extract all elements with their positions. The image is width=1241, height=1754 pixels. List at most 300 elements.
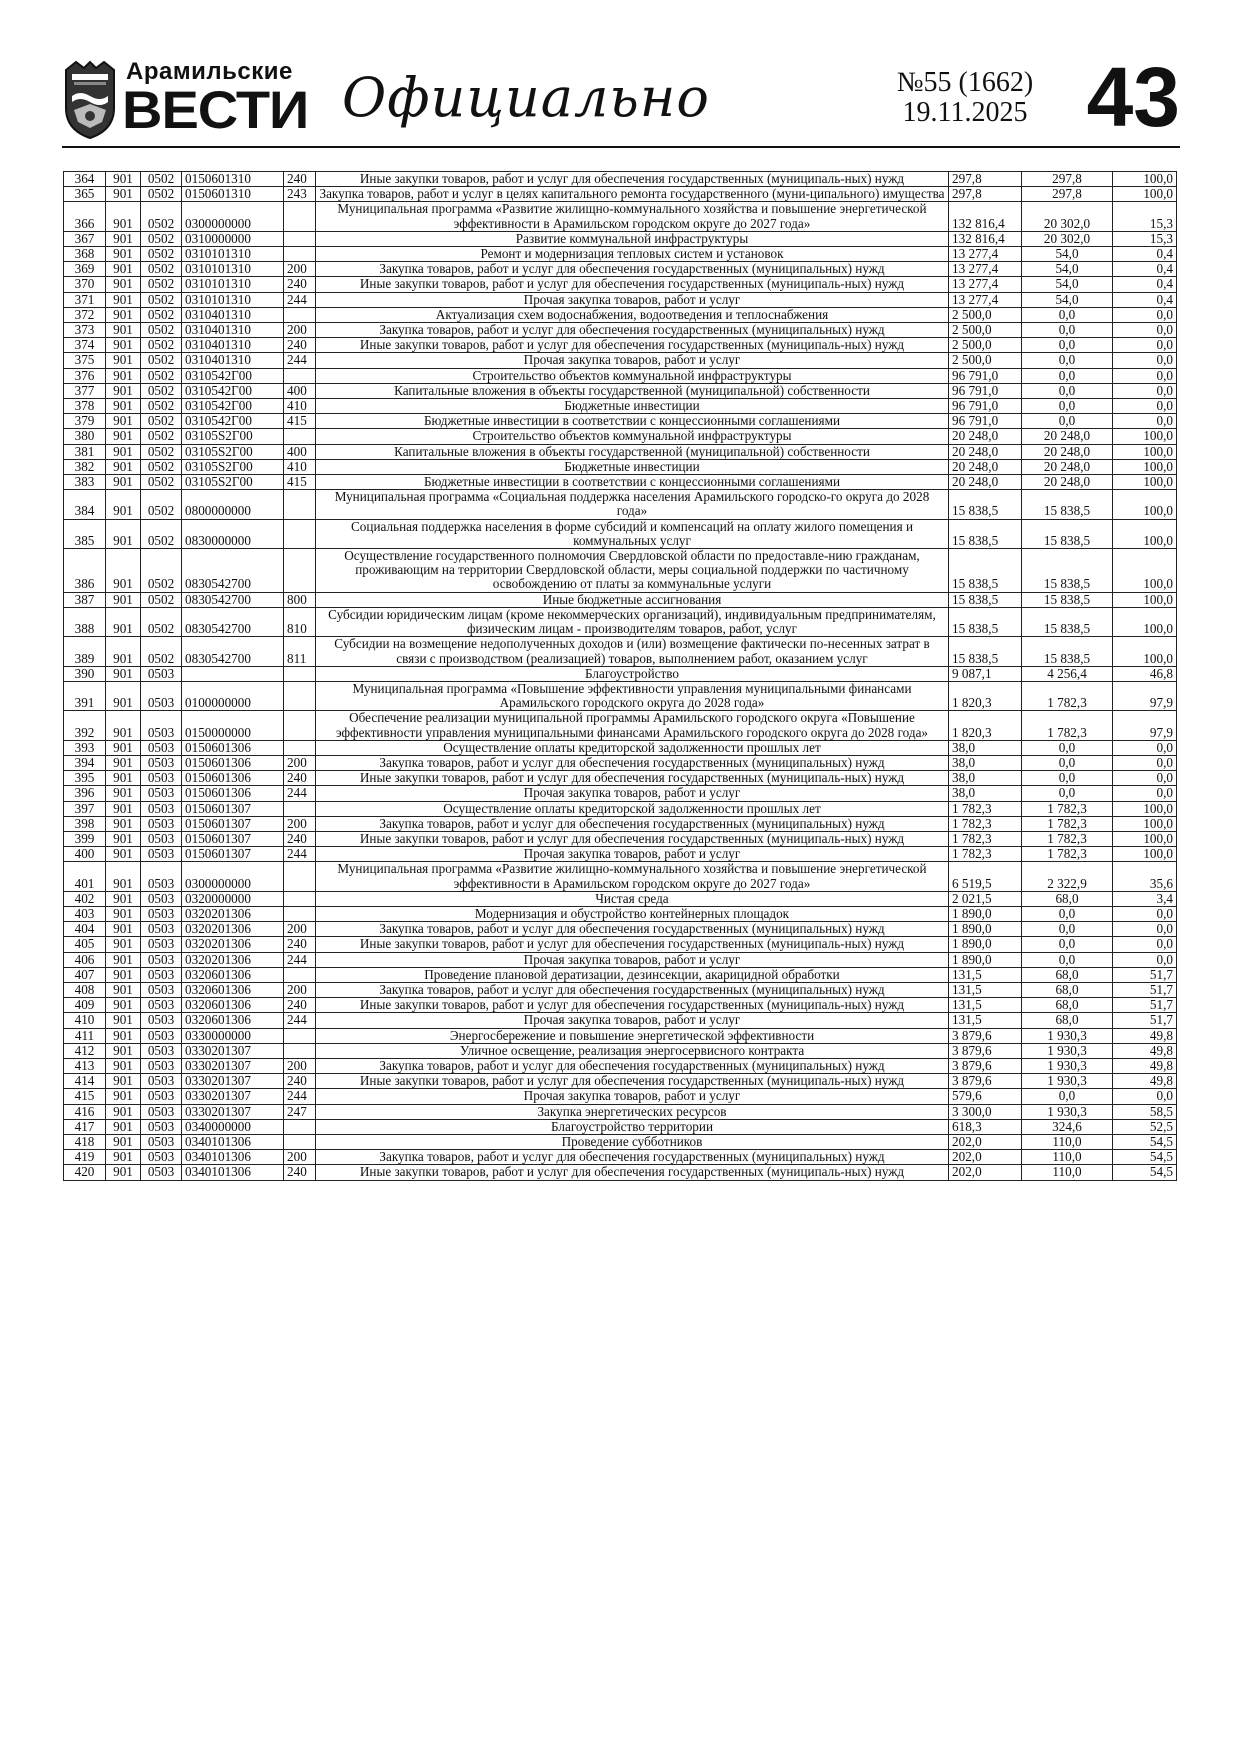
planned-amount-cell: 1 782,3 xyxy=(949,847,1022,862)
admin-code-cell: 901 xyxy=(106,801,141,816)
item-name-cell: Прочая закупка товаров, работ и услуг xyxy=(316,353,949,368)
planned-amount-cell: 15 838,5 xyxy=(949,607,1022,636)
table-row xyxy=(64,1119,1177,1134)
section-code-cell: 0503 xyxy=(141,1119,182,1134)
item-name-cell: Обеспечение реализации муниципальной программы Арамильского городского округа «Повышение эффективности управления муниципальными финансами Арамильского городского округа до 2028 года» xyxy=(316,711,949,740)
planned-amount-cell: 13 277,4 xyxy=(949,262,1022,277)
expense-type-code-cell: 244 xyxy=(284,292,316,307)
section-code-cell: 0503 xyxy=(141,740,182,755)
expense-type-code-cell: 200 xyxy=(284,1150,316,1165)
execution-percent-cell: 0,0 xyxy=(1113,307,1177,322)
execution-percent-cell: 100,0 xyxy=(1113,475,1177,490)
admin-code-cell: 901 xyxy=(106,1089,141,1104)
admin-code-cell: 901 xyxy=(106,666,141,681)
admin-code-cell: 901 xyxy=(106,1119,141,1134)
table-row xyxy=(64,816,1177,831)
target-article-code-cell: 0310101310 xyxy=(182,262,284,277)
target-article-code-cell: 0310401310 xyxy=(182,323,284,338)
admin-code-cell: 901 xyxy=(106,353,141,368)
section-code-cell: 0503 xyxy=(141,982,182,997)
planned-amount-cell: 202,0 xyxy=(949,1165,1022,1180)
row-number-cell: 394 xyxy=(64,755,106,770)
planned-amount-cell: 3 879,6 xyxy=(949,1074,1022,1089)
section-code-cell: 0503 xyxy=(141,801,182,816)
admin-code-cell: 901 xyxy=(106,862,141,891)
execution-percent-cell: 100,0 xyxy=(1113,847,1177,862)
execution-percent-cell: 0,0 xyxy=(1113,383,1177,398)
planned-amount-cell: 579,6 xyxy=(949,1089,1022,1104)
section-code-cell: 0502 xyxy=(141,414,182,429)
expense-type-code-cell xyxy=(284,1119,316,1134)
target-article-code-cell xyxy=(182,666,284,681)
section-code-cell: 0503 xyxy=(141,952,182,967)
section-code-cell: 0503 xyxy=(141,786,182,801)
expense-type-code-cell: 244 xyxy=(284,1013,316,1028)
table-row xyxy=(64,1028,1177,1043)
item-name-cell: Прочая закупка товаров, работ и услуг xyxy=(316,847,949,862)
actual-amount-cell: 0,0 xyxy=(1022,786,1113,801)
table-row xyxy=(64,998,1177,1013)
item-name-cell: Иные закупки товаров, работ и услуг для обеспечения государственных (муниципаль-ных) нужд xyxy=(316,831,949,846)
item-name-cell: Иные закупки товаров, работ и услуг для обеспечения государственных (муниципаль-ных) нужд xyxy=(316,1074,949,1089)
row-number-cell: 397 xyxy=(64,801,106,816)
item-name-cell: Иные закупки товаров, работ и услуг для обеспечения государственных (муниципаль-ных) нужд xyxy=(316,1165,949,1180)
table-row xyxy=(64,1074,1177,1089)
table-row xyxy=(64,755,1177,770)
table-row xyxy=(64,637,1177,666)
expense-type-code-cell: 244 xyxy=(284,847,316,862)
actual-amount-cell: 15 838,5 xyxy=(1022,490,1113,519)
admin-code-cell: 901 xyxy=(106,490,141,519)
expense-type-code-cell: 240 xyxy=(284,771,316,786)
page-number: 43 xyxy=(1086,50,1180,144)
admin-code-cell: 901 xyxy=(106,1150,141,1165)
planned-amount-cell: 2 500,0 xyxy=(949,307,1022,322)
actual-amount-cell: 0,0 xyxy=(1022,399,1113,414)
execution-percent-cell: 51,7 xyxy=(1113,1013,1177,1028)
expense-type-code-cell xyxy=(284,231,316,246)
table-row xyxy=(64,172,1177,187)
table-row xyxy=(64,982,1177,997)
admin-code-cell: 901 xyxy=(106,202,141,231)
table-row xyxy=(64,847,1177,862)
row-number-cell: 365 xyxy=(64,187,106,202)
target-article-code-cell: 0320601306 xyxy=(182,998,284,1013)
expense-type-code-cell xyxy=(284,711,316,740)
target-article-code-cell: 0320201306 xyxy=(182,952,284,967)
actual-amount-cell: 0,0 xyxy=(1022,338,1113,353)
row-number-cell: 419 xyxy=(64,1150,106,1165)
table-row xyxy=(64,307,1177,322)
item-name-cell: Прочая закупка товаров, работ и услуг xyxy=(316,1013,949,1028)
planned-amount-cell: 3 879,6 xyxy=(949,1058,1022,1073)
expense-type-code-cell xyxy=(284,906,316,921)
section-code-cell: 0503 xyxy=(141,816,182,831)
admin-code-cell: 901 xyxy=(106,429,141,444)
table-row xyxy=(64,1043,1177,1058)
table-row xyxy=(64,1135,1177,1150)
row-number-cell: 401 xyxy=(64,862,106,891)
expense-type-code-cell: 240 xyxy=(284,172,316,187)
execution-percent-cell: 100,0 xyxy=(1113,549,1177,593)
expense-type-code-cell xyxy=(284,862,316,891)
item-name-cell: Иные закупки товаров, работ и услуг для обеспечения государственных (муниципаль-ных) нужд xyxy=(316,172,949,187)
actual-amount-cell: 0,0 xyxy=(1022,307,1113,322)
item-name-cell: Строительство объектов коммунальной инфраструктуры xyxy=(316,368,949,383)
admin-code-cell: 901 xyxy=(106,475,141,490)
row-number-cell: 364 xyxy=(64,172,106,187)
target-article-code-cell: 0310101310 xyxy=(182,247,284,262)
actual-amount-cell: 20 248,0 xyxy=(1022,444,1113,459)
section-code-cell: 0503 xyxy=(141,1043,182,1058)
target-article-code-cell: 0320601306 xyxy=(182,967,284,982)
actual-amount-cell: 0,0 xyxy=(1022,353,1113,368)
admin-code-cell: 901 xyxy=(106,922,141,937)
planned-amount-cell: 15 838,5 xyxy=(949,549,1022,593)
expense-type-code-cell xyxy=(284,891,316,906)
execution-percent-cell: 0,0 xyxy=(1113,353,1177,368)
planned-amount-cell: 1 782,3 xyxy=(949,801,1022,816)
table-row xyxy=(64,592,1177,607)
execution-percent-cell: 0,4 xyxy=(1113,262,1177,277)
actual-amount-cell: 297,8 xyxy=(1022,172,1113,187)
target-article-code-cell: 0330201307 xyxy=(182,1074,284,1089)
section-code-cell: 0503 xyxy=(141,1104,182,1119)
item-name-cell: Муниципальная программа «Социальная поддержка населения Арамильского городско-го округа до 2028 года» xyxy=(316,490,949,519)
section-code-cell: 0503 xyxy=(141,1013,182,1028)
item-name-cell: Проведение плановой дератизации, дезинсекции, акарицидной обработки xyxy=(316,967,949,982)
row-number-cell: 395 xyxy=(64,771,106,786)
planned-amount-cell: 131,5 xyxy=(949,967,1022,982)
planned-amount-cell: 132 816,4 xyxy=(949,202,1022,231)
table-row xyxy=(64,740,1177,755)
section-code-cell: 0502 xyxy=(141,607,182,636)
admin-code-cell: 901 xyxy=(106,982,141,997)
row-number-cell: 402 xyxy=(64,891,106,906)
actual-amount-cell: 54,0 xyxy=(1022,292,1113,307)
table-row xyxy=(64,1013,1177,1028)
admin-code-cell: 901 xyxy=(106,592,141,607)
section-code-cell: 0502 xyxy=(141,172,182,187)
section-code-cell: 0503 xyxy=(141,1028,182,1043)
target-article-code-cell: 0330201307 xyxy=(182,1104,284,1119)
table-row xyxy=(64,967,1177,982)
admin-code-cell: 901 xyxy=(106,1043,141,1058)
target-article-code-cell: 0310101310 xyxy=(182,277,284,292)
target-article-code-cell: 0310401310 xyxy=(182,307,284,322)
section-code-cell: 0503 xyxy=(141,1150,182,1165)
execution-percent-cell: 46,8 xyxy=(1113,666,1177,681)
execution-percent-cell: 100,0 xyxy=(1113,172,1177,187)
table-row xyxy=(64,338,1177,353)
actual-amount-cell: 0,0 xyxy=(1022,1089,1113,1104)
row-number-cell: 379 xyxy=(64,414,106,429)
planned-amount-cell: 20 248,0 xyxy=(949,429,1022,444)
table-row xyxy=(64,906,1177,921)
row-number-cell: 412 xyxy=(64,1043,106,1058)
section-code-cell: 0502 xyxy=(141,444,182,459)
expense-type-code-cell: 800 xyxy=(284,592,316,607)
target-article-code-cell: 0330201307 xyxy=(182,1058,284,1073)
expense-type-code-cell xyxy=(284,549,316,593)
execution-percent-cell: 0,0 xyxy=(1113,922,1177,937)
planned-amount-cell: 15 838,5 xyxy=(949,519,1022,548)
execution-percent-cell: 49,8 xyxy=(1113,1058,1177,1073)
table-row xyxy=(64,231,1177,246)
row-number-cell: 374 xyxy=(64,338,106,353)
execution-percent-cell: 49,8 xyxy=(1113,1043,1177,1058)
item-name-cell: Энергосбережение и повышение энергетической эффективности xyxy=(316,1028,949,1043)
actual-amount-cell: 1 782,3 xyxy=(1022,711,1113,740)
execution-percent-cell: 51,7 xyxy=(1113,998,1177,1013)
planned-amount-cell: 38,0 xyxy=(949,755,1022,770)
item-name-cell: Муниципальная программа «Развитие жилищно-коммунального хозяйства и повышение энергетической эффективности в Арамильском городском округе до 2027 года» xyxy=(316,862,949,891)
admin-code-cell: 901 xyxy=(106,1135,141,1150)
admin-code-cell: 901 xyxy=(106,831,141,846)
actual-amount-cell: 68,0 xyxy=(1022,891,1113,906)
actual-amount-cell: 0,0 xyxy=(1022,906,1113,921)
row-number-cell: 366 xyxy=(64,202,106,231)
item-name-cell: Благоустройство территории xyxy=(316,1119,949,1134)
planned-amount-cell: 9 087,1 xyxy=(949,666,1022,681)
item-name-cell: Бюджетные инвестиции xyxy=(316,459,949,474)
target-article-code-cell: 03105S2Г00 xyxy=(182,429,284,444)
item-name-cell: Субсидии на возмещение недополученных доходов и (или) возмещение фактически по-несенных затрат в связи с производством (реализацией) товаров, выполнением работ, оказанием услуг xyxy=(316,637,949,666)
item-name-cell: Уличное освещение, реализация энергосервисного контракта xyxy=(316,1043,949,1058)
section-code-cell: 0502 xyxy=(141,459,182,474)
section-code-cell: 0503 xyxy=(141,711,182,740)
planned-amount-cell: 131,5 xyxy=(949,982,1022,997)
admin-code-cell: 901 xyxy=(106,607,141,636)
planned-amount-cell: 1 890,0 xyxy=(949,952,1022,967)
section-code-cell: 0502 xyxy=(141,637,182,666)
section-code-cell: 0503 xyxy=(141,771,182,786)
planned-amount-cell: 1 782,3 xyxy=(949,831,1022,846)
target-article-code-cell: 0330000000 xyxy=(182,1028,284,1043)
expense-type-code-cell: 247 xyxy=(284,1104,316,1119)
table-row xyxy=(64,399,1177,414)
planned-amount-cell: 1 890,0 xyxy=(949,937,1022,952)
table-row xyxy=(64,801,1177,816)
section-code-cell: 0503 xyxy=(141,891,182,906)
admin-code-cell: 901 xyxy=(106,1165,141,1180)
target-article-code-cell: 0150601307 xyxy=(182,831,284,846)
row-number-cell: 417 xyxy=(64,1119,106,1134)
item-name-cell: Закупка товаров, работ и услуг в целях капитального ремонта государственного (муни-ципального) имущества xyxy=(316,187,949,202)
planned-amount-cell: 3 300,0 xyxy=(949,1104,1022,1119)
actual-amount-cell: 297,8 xyxy=(1022,187,1113,202)
item-name-cell: Закупка товаров, работ и услуг для обеспечения государственных (муниципальных) нужд xyxy=(316,982,949,997)
row-number-cell: 370 xyxy=(64,277,106,292)
row-number-cell: 404 xyxy=(64,922,106,937)
expense-type-code-cell: 415 xyxy=(284,414,316,429)
section-code-cell: 0502 xyxy=(141,202,182,231)
table-row xyxy=(64,519,1177,548)
section-code-cell: 0502 xyxy=(141,277,182,292)
header-rule xyxy=(62,146,1180,148)
execution-percent-cell: 58,5 xyxy=(1113,1104,1177,1119)
execution-percent-cell: 0,0 xyxy=(1113,414,1177,429)
table-row xyxy=(64,1150,1177,1165)
actual-amount-cell: 0,0 xyxy=(1022,383,1113,398)
item-name-cell: Ремонт и модернизация тепловых систем и установок xyxy=(316,247,949,262)
section-code-cell: 0502 xyxy=(141,368,182,383)
row-number-cell: 376 xyxy=(64,368,106,383)
actual-amount-cell: 15 838,5 xyxy=(1022,607,1113,636)
execution-percent-cell: 0,0 xyxy=(1113,1089,1177,1104)
row-number-cell: 420 xyxy=(64,1165,106,1180)
table-row xyxy=(64,383,1177,398)
section-code-cell: 0502 xyxy=(141,592,182,607)
execution-percent-cell: 54,5 xyxy=(1113,1135,1177,1150)
execution-percent-cell: 15,3 xyxy=(1113,231,1177,246)
row-number-cell: 389 xyxy=(64,637,106,666)
target-article-code-cell: 0310101310 xyxy=(182,292,284,307)
target-article-code-cell: 0310542Г00 xyxy=(182,414,284,429)
planned-amount-cell: 20 248,0 xyxy=(949,475,1022,490)
expense-type-code-cell xyxy=(284,307,316,322)
planned-amount-cell: 15 838,5 xyxy=(949,592,1022,607)
admin-code-cell: 901 xyxy=(106,1013,141,1028)
execution-percent-cell: 100,0 xyxy=(1113,637,1177,666)
execution-percent-cell: 97,9 xyxy=(1113,711,1177,740)
table-row xyxy=(64,323,1177,338)
execution-percent-cell: 100,0 xyxy=(1113,490,1177,519)
execution-percent-cell: 0,0 xyxy=(1113,771,1177,786)
expense-type-code-cell: 810 xyxy=(284,607,316,636)
item-name-cell: Бюджетные инвестиции в соответствии с концессионными соглашениями xyxy=(316,414,949,429)
expense-type-code-cell xyxy=(284,1043,316,1058)
target-article-code-cell: 0310542Г00 xyxy=(182,383,284,398)
expense-type-code-cell xyxy=(284,247,316,262)
target-article-code-cell: 0310401310 xyxy=(182,353,284,368)
target-article-code-cell: 0310542Г00 xyxy=(182,399,284,414)
execution-percent-cell: 51,7 xyxy=(1113,982,1177,997)
expense-type-code-cell: 410 xyxy=(284,399,316,414)
target-article-code-cell: 0300000000 xyxy=(182,862,284,891)
row-number-cell: 410 xyxy=(64,1013,106,1028)
admin-code-cell: 901 xyxy=(106,368,141,383)
expense-type-code-cell: 240 xyxy=(284,1074,316,1089)
admin-code-cell: 901 xyxy=(106,681,141,710)
planned-amount-cell: 15 838,5 xyxy=(949,490,1022,519)
table-row xyxy=(64,368,1177,383)
actual-amount-cell: 110,0 xyxy=(1022,1165,1113,1180)
actual-amount-cell: 4 256,4 xyxy=(1022,666,1113,681)
table-row xyxy=(64,922,1177,937)
planned-amount-cell: 20 248,0 xyxy=(949,459,1022,474)
target-article-code-cell: 0330201307 xyxy=(182,1043,284,1058)
expense-type-code-cell: 200 xyxy=(284,1058,316,1073)
planned-amount-cell: 2 500,0 xyxy=(949,338,1022,353)
row-number-cell: 408 xyxy=(64,982,106,997)
table-row xyxy=(64,202,1177,231)
admin-code-cell: 901 xyxy=(106,383,141,398)
item-name-cell: Субсидии юридическим лицам (кроме некоммерческих организаций), индивидуальным предпринимателям, физическим лицам - производителям товаров, работ, услуг xyxy=(316,607,949,636)
actual-amount-cell: 0,0 xyxy=(1022,937,1113,952)
table-row xyxy=(64,666,1177,681)
planned-amount-cell: 96 791,0 xyxy=(949,383,1022,398)
target-article-code-cell: 0150601306 xyxy=(182,786,284,801)
expense-type-code-cell: 415 xyxy=(284,475,316,490)
section-code-cell: 0503 xyxy=(141,1165,182,1180)
row-number-cell: 392 xyxy=(64,711,106,740)
admin-code-cell: 901 xyxy=(106,847,141,862)
admin-code-cell: 901 xyxy=(106,323,141,338)
target-article-code-cell: 0320601306 xyxy=(182,1013,284,1028)
planned-amount-cell: 2 021,5 xyxy=(949,891,1022,906)
item-name-cell: Бюджетные инвестиции xyxy=(316,399,949,414)
expense-type-code-cell xyxy=(284,967,316,982)
table-row xyxy=(64,414,1177,429)
row-number-cell: 413 xyxy=(64,1058,106,1073)
section-code-cell: 0502 xyxy=(141,429,182,444)
table-row xyxy=(64,444,1177,459)
item-name-cell: Социальная поддержка населения в форме субсидий и компенсаций на оплату жилого помещения и коммунальных услуг xyxy=(316,519,949,548)
execution-percent-cell: 100,0 xyxy=(1113,592,1177,607)
expense-type-code-cell xyxy=(284,519,316,548)
planned-amount-cell: 1 782,3 xyxy=(949,816,1022,831)
section-code-cell: 0502 xyxy=(141,262,182,277)
target-article-code-cell: 0150601307 xyxy=(182,847,284,862)
table-row xyxy=(64,187,1177,202)
planned-amount-cell: 13 277,4 xyxy=(949,292,1022,307)
planned-amount-cell: 1 820,3 xyxy=(949,681,1022,710)
target-article-code-cell: 0320201306 xyxy=(182,906,284,921)
item-name-cell: Актуализация схем водоснабжения, водоотведения и теплоснабжения xyxy=(316,307,949,322)
table-row xyxy=(64,607,1177,636)
admin-code-cell: 901 xyxy=(106,967,141,982)
actual-amount-cell: 20 248,0 xyxy=(1022,429,1113,444)
row-number-cell: 380 xyxy=(64,429,106,444)
item-name-cell: Иные закупки товаров, работ и услуг для обеспечения государственных (муниципаль-ных) нужд xyxy=(316,277,949,292)
row-number-cell: 400 xyxy=(64,847,106,862)
admin-code-cell: 901 xyxy=(106,307,141,322)
expense-type-code-cell: 200 xyxy=(284,982,316,997)
target-article-code-cell: 0340101306 xyxy=(182,1165,284,1180)
admin-code-cell: 901 xyxy=(106,399,141,414)
table-row xyxy=(64,1165,1177,1180)
expense-type-code-cell xyxy=(284,202,316,231)
row-number-cell: 369 xyxy=(64,262,106,277)
table-row xyxy=(64,831,1177,846)
actual-amount-cell: 54,0 xyxy=(1022,247,1113,262)
item-name-cell: Строительство объектов коммунальной инфраструктуры xyxy=(316,429,949,444)
table-row xyxy=(64,459,1177,474)
execution-percent-cell: 0,0 xyxy=(1113,323,1177,338)
table-row xyxy=(64,1058,1177,1073)
expense-type-code-cell: 200 xyxy=(284,816,316,831)
expense-type-code-cell xyxy=(284,1135,316,1150)
admin-code-cell: 901 xyxy=(106,1028,141,1043)
issue-number: №55 (1662) xyxy=(896,67,1034,98)
admin-code-cell: 901 xyxy=(106,277,141,292)
item-name-cell: Закупка товаров, работ и услуг для обеспечения государственных (муниципальных) нужд xyxy=(316,262,949,277)
item-name-cell: Закупка товаров, работ и услуг для обеспечения государственных (муниципальных) нужд xyxy=(316,1058,949,1073)
table-row xyxy=(64,1104,1177,1119)
actual-amount-cell: 0,0 xyxy=(1022,740,1113,755)
actual-amount-cell: 68,0 xyxy=(1022,967,1113,982)
expense-type-code-cell: 240 xyxy=(284,831,316,846)
execution-percent-cell: 0,4 xyxy=(1113,247,1177,262)
row-number-cell: 411 xyxy=(64,1028,106,1043)
city-coat-of-arms-icon xyxy=(62,60,118,140)
admin-code-cell: 901 xyxy=(106,1104,141,1119)
item-name-cell: Бюджетные инвестиции в соответствии с концессионными соглашениями xyxy=(316,475,949,490)
actual-amount-cell: 15 838,5 xyxy=(1022,549,1113,593)
planned-amount-cell: 38,0 xyxy=(949,786,1022,801)
target-article-code-cell: 0830542700 xyxy=(182,607,284,636)
